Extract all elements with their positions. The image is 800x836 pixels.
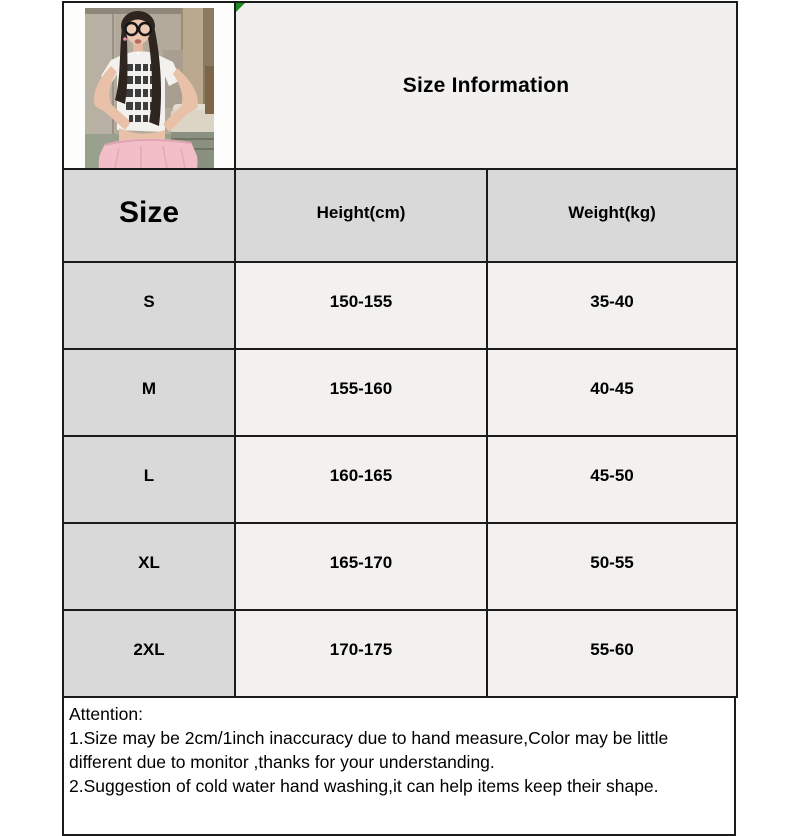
model-photo (85, 8, 214, 168)
table-row-m (63, 349, 737, 436)
height-cell: 170-175 (235, 610, 487, 697)
height-cell: 165-170 (235, 523, 487, 610)
title-cell (235, 2, 737, 169)
cell-flag-triangle-icon (236, 3, 245, 12)
page-title: Size Information (402, 73, 570, 97)
size-cell: S (63, 262, 235, 349)
weight-cell: 35-40 (487, 262, 737, 349)
column-header-weight: Weight(kg) (487, 169, 737, 262)
attention-note-1: 1.Size may be 2cm/1inch inaccuracy due to hand measure,Color may be little (69, 728, 669, 748)
table-row-xl (63, 523, 737, 610)
column-header-size: Size (63, 169, 235, 262)
column-header-height: Height(cm) (235, 169, 487, 262)
weight-cell: 40-45 (487, 349, 737, 436)
weight-cell: 55-60 (487, 610, 737, 697)
attention-note-1-cont: different due to monitor ,thanks for your understanding. (69, 752, 495, 772)
size-cell: M (63, 349, 235, 436)
height-cell: 160-165 (235, 436, 487, 523)
top-row (63, 2, 737, 169)
size-cell: XL (63, 523, 235, 610)
table-row-2xl (63, 610, 737, 697)
table-header-row (63, 169, 737, 262)
attention-note-2: 2.Suggestion of cold water hand washing,it can help items keep their shape. (69, 776, 659, 796)
table-row-l (63, 436, 737, 523)
weight-cell: 50-55 (487, 523, 737, 610)
attention-heading: Attention: (69, 704, 143, 724)
model-photo-illustration (85, 8, 214, 168)
table-row-s (63, 262, 737, 349)
size-table (62, 1, 738, 698)
size-chart-panel (62, 1, 736, 836)
size-cell: L (63, 436, 235, 523)
model-photo-cell (63, 2, 235, 169)
size-cell: 2XL (63, 610, 235, 697)
weight-cell: 45-50 (487, 436, 737, 523)
height-cell: 155-160 (235, 349, 487, 436)
attention-note-box (62, 696, 736, 836)
height-cell: 150-155 (235, 262, 487, 349)
